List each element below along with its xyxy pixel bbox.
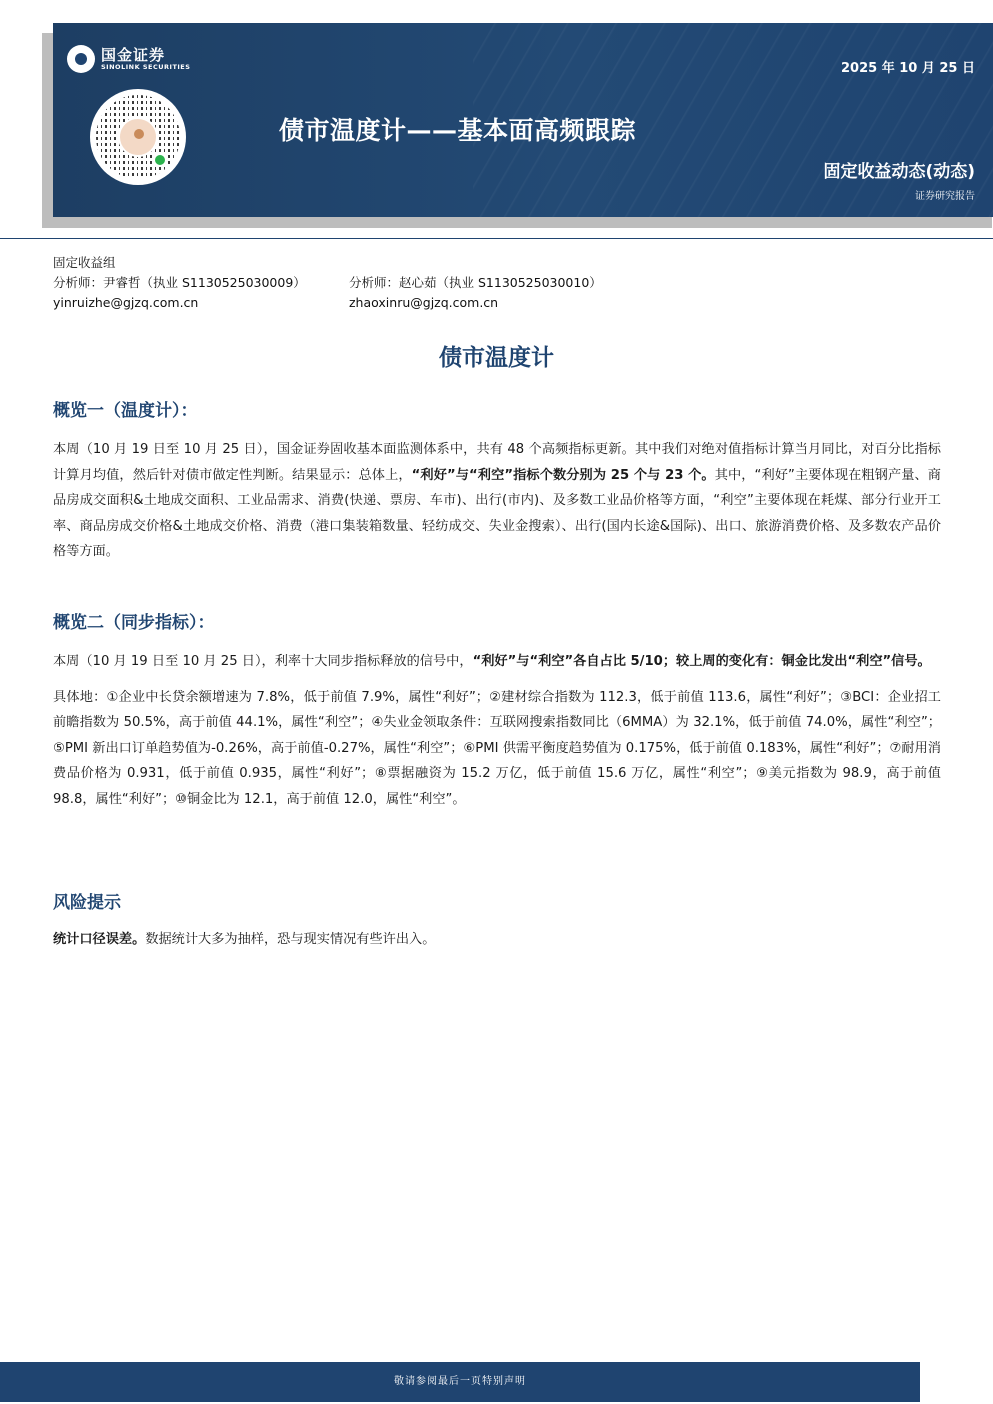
analyst-block	[53, 253, 602, 313]
report-category: 证券研究报告	[915, 191, 975, 202]
overview-1-section	[53, 396, 941, 565]
analyst-2-email[interactable]: zhaoxinru@gjzq.com.cn	[349, 295, 499, 310]
overview-2-section	[53, 608, 941, 813]
risk-heading: 风险提示	[53, 893, 121, 913]
overview-1-highlight: “利好”与“利空”指标个数分别为 25 个与 23 个。	[411, 467, 715, 483]
footer-disclaimer: 敬请参阅最后一页特别声明	[394, 1376, 526, 1387]
overview-2-paragraph-1: 本周（10 月 19 日至 10 月 25 日），利率十大同步指标释放的信号中，“利好”与“利空”各自占比 5/10；较上周的变化有：铜金比发出“利空”信号。	[53, 654, 931, 669]
risk-section	[53, 888, 941, 953]
overview-1-heading: 概览一（温度计）：	[53, 401, 198, 421]
logo-name-cn: 国金证券	[101, 45, 166, 64]
banner-title: 债市温度计——基本面高频跟踪	[279, 116, 637, 145]
logo-icon	[67, 45, 95, 73]
company-logo	[67, 45, 190, 73]
document-title: 债市温度计	[439, 345, 554, 371]
analyst-group: 固定收益组	[53, 255, 116, 270]
analyst-1: 分析师：尹睿哲（执业 S1130525030009）	[53, 275, 306, 290]
report-type: 固定收益动态(动态)	[823, 162, 975, 182]
report-date: 2025 年 10 月 25 日	[841, 61, 975, 76]
header-banner	[53, 23, 993, 217]
qr-avatar-icon	[118, 117, 158, 157]
overview-2-highlight: “利好”与“利空”各自占比 5/10；较上周的变化有：铜金比发出“利空”信号。	[472, 654, 931, 669]
header-divider	[0, 238, 993, 239]
footer-bar	[0, 1362, 920, 1402]
overview-2-heading: 概览二（同步指标）：	[53, 613, 215, 633]
analyst-2: 分析师：赵心茹（执业 S1130525030010）	[349, 275, 602, 290]
risk-highlight: 统计口径误差。	[53, 932, 146, 947]
risk-paragraph: 统计口径误差。数据统计大多为抽样，恐与现实情况有些许出入。	[53, 932, 436, 947]
qr-code[interactable]	[90, 89, 186, 185]
overview-1-paragraph: 本周（10 月 19 日至 10 月 25 日），国金证券固收基本面监测体系中，共有 48 个高频指标更新。其中我们对绝对值指标计算当月同比，对百分比指标计算月均值，然后针对债市做定性判断。结果显示：总体上，“利好”与“利空”指标个数分别为 25 个与 23 个。其中，“利好”主要体现在粗钢产量、商品房成交面积&土地成交面积、工业品需求、消费(快递、票房、车市)、出行(市内)、及多数工业品价格等方面，“利空”主要体现在耗煤、部分行业开工率、商品房成交价格&土地成交价格、消费（港口集装箱数量、轻纺成交、失业金搜索）、出行(国内长途&国际)、出口、旅游消费价格、及多数农产品价格等方面。	[53, 442, 941, 560]
logo-name-en: SINOLINK SECURITIES	[101, 62, 191, 71]
analyst-1-email[interactable]: yinruizhe@gjzq.com.cn	[53, 295, 199, 310]
mini-program-icon	[153, 153, 167, 167]
overview-2-paragraph-2: 具体地：①企业中长贷余额增速为 7.8%，低于前值 7.9%，属性“利好”；②建材综合指数为 112.3，低于前值 113.6，属性“利好”；③BCI：企业招工前瞻指数为 50.5%，高于前值 44.1%，属性“利空”；④失业金领取条件：互联网搜索指数同比（6MMA）为 32.1%，低于前值 74.0%，属性“利空”；⑤PMI 新出口订单趋势值为-0.26%，高于前值-0.27%，属性“利空”；⑥PMI 供需平衡度趋势值为 0.175%，低于前值 0.183%，属性“利好”；⑦耐用消费品价格为 0.931，低于前值 0.935，属性“利好”；⑧票据融资为 15.2 万亿，低于前值 15.6 万亿，属性“利空”；⑨美元指数为 98.9，高于前值 98.8，属性“利好”；⑩铜金比为 12.1，高于前值 12.0，属性“利空”。	[53, 689, 941, 807]
